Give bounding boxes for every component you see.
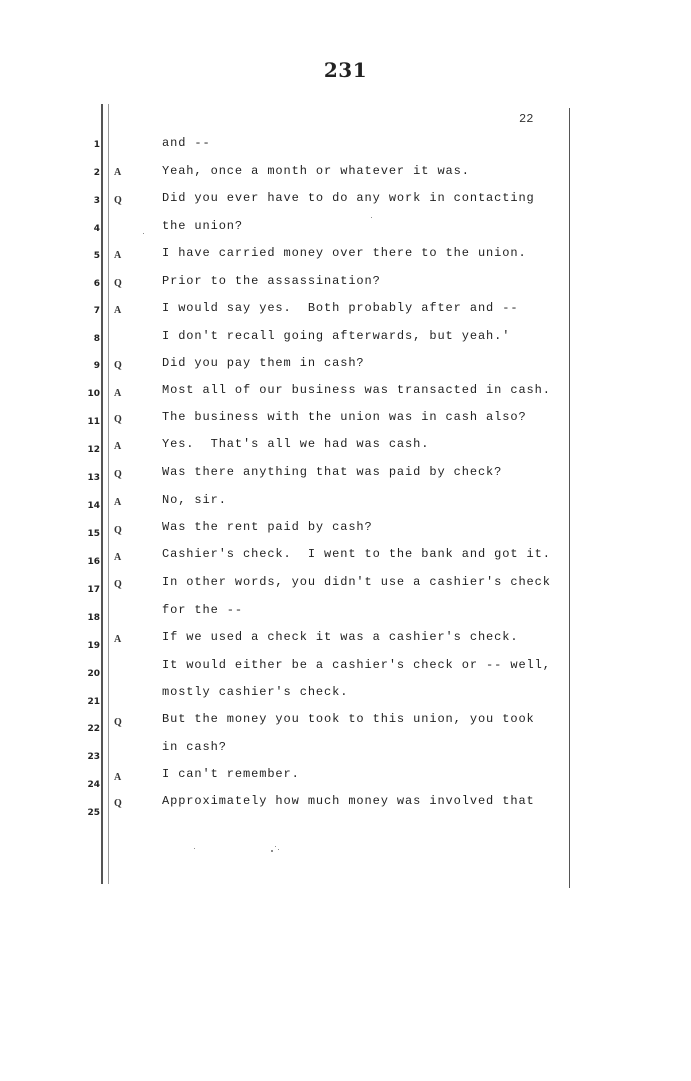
- speaker-marker: A: [114, 497, 122, 508]
- speaker-marker: Q: [114, 360, 122, 371]
- line-number: 9: [93, 361, 100, 371]
- right-margin-rule: [569, 108, 570, 888]
- line-number: 13: [87, 473, 100, 483]
- scan-speck: [194, 848, 195, 849]
- line-number: 11: [87, 417, 100, 427]
- transcript-line: The business with the union was in cash also?: [162, 410, 527, 424]
- scan-speck: [371, 217, 372, 218]
- transcript-line: the union?: [162, 219, 244, 233]
- speaker-marker: A: [114, 250, 122, 261]
- transcript-line: Cashier's check. I went to the bank and got it.: [162, 547, 551, 561]
- scan-speck: [143, 233, 144, 234]
- speaker-marker: A: [114, 167, 122, 178]
- transcript-line: Yes. That's all we had was cash.: [162, 437, 430, 451]
- scan-speck: [271, 850, 273, 852]
- speaker-marker: A: [114, 388, 122, 399]
- transcript-line: and --: [162, 136, 211, 150]
- transcript-line: I have carried money over there to the union.: [162, 246, 527, 260]
- speaker-marker: A: [114, 634, 122, 645]
- line-number: 3: [93, 196, 100, 206]
- transcript-line: It would either be a cashier's check or -- well,: [162, 658, 551, 672]
- line-number: 16: [87, 557, 100, 567]
- speaker-marker: Q: [114, 195, 122, 206]
- line-number: 21: [87, 697, 100, 707]
- line-number: 17: [87, 585, 100, 595]
- line-number: 6: [93, 279, 100, 289]
- scan-speck: [275, 846, 276, 847]
- transcript-line: But the money you took to this union, you took: [162, 712, 535, 726]
- transcript-line: Prior to the assassination?: [162, 274, 381, 288]
- transcript-line: Was there anything that was paid by check?: [162, 465, 503, 479]
- speaker-marker: A: [114, 305, 122, 316]
- line-number: 12: [87, 445, 100, 455]
- line-number: 8: [93, 334, 100, 344]
- speaker-marker: A: [114, 772, 122, 783]
- page-number: 231: [323, 58, 368, 82]
- transcript-line: In other words, you didn't use a cashier's check: [162, 575, 551, 589]
- speaker-marker: Q: [114, 717, 122, 728]
- speaker-marker: Q: [114, 579, 122, 590]
- speaker-marker: Q: [114, 414, 122, 425]
- transcript-line: Approximately how much money was involved that: [162, 794, 535, 808]
- line-number: 22: [87, 724, 100, 734]
- transcript-line: I can't remember.: [162, 767, 300, 781]
- line-number: 10: [87, 389, 100, 399]
- transcript-line: in cash?: [162, 740, 227, 754]
- transcript-line: Did you ever have to do any work in contacting: [162, 191, 535, 205]
- line-number: 4: [93, 224, 100, 234]
- transcript-line: No, sir.: [162, 493, 227, 507]
- line-number: 24: [87, 780, 100, 790]
- sheet-number: 22: [519, 112, 534, 126]
- line-number: 2: [93, 168, 100, 178]
- line-number: 19: [87, 641, 100, 651]
- line-number: 1: [93, 140, 100, 150]
- transcript-line: Most all of our business was transacted in cash.: [162, 383, 551, 397]
- speaker-marker: Q: [114, 525, 122, 536]
- line-number: 25: [87, 808, 100, 818]
- line-number: 7: [93, 306, 100, 316]
- speaker-marker: A: [114, 552, 122, 563]
- transcript-line: I would say yes. Both probably after and --: [162, 301, 519, 315]
- transcript-line: Yeah, once a month or whatever it was.: [162, 164, 470, 178]
- transcript-line: Was the rent paid by cash?: [162, 520, 373, 534]
- line-number: 15: [87, 529, 100, 539]
- line-number: 23: [87, 752, 100, 762]
- transcript-line: mostly cashier's check.: [162, 685, 349, 699]
- line-number: 14: [87, 501, 100, 511]
- speaker-marker: Q: [114, 469, 122, 480]
- transcript-line: for the --: [162, 603, 244, 617]
- left-margin-rule: [101, 104, 109, 884]
- line-number: 20: [87, 669, 100, 679]
- speaker-marker: Q: [114, 278, 122, 289]
- transcript-line: If we used a check it was a cashier's check.: [162, 630, 519, 644]
- scan-speck: [278, 849, 279, 850]
- line-number: 18: [87, 613, 100, 623]
- line-number: 5: [93, 251, 100, 261]
- speaker-marker: Q: [114, 798, 122, 809]
- transcript-line: I don't recall going afterwards, but yeah.': [162, 329, 511, 343]
- transcript-line: Did you pay them in cash?: [162, 356, 365, 370]
- speaker-marker: A: [114, 441, 122, 452]
